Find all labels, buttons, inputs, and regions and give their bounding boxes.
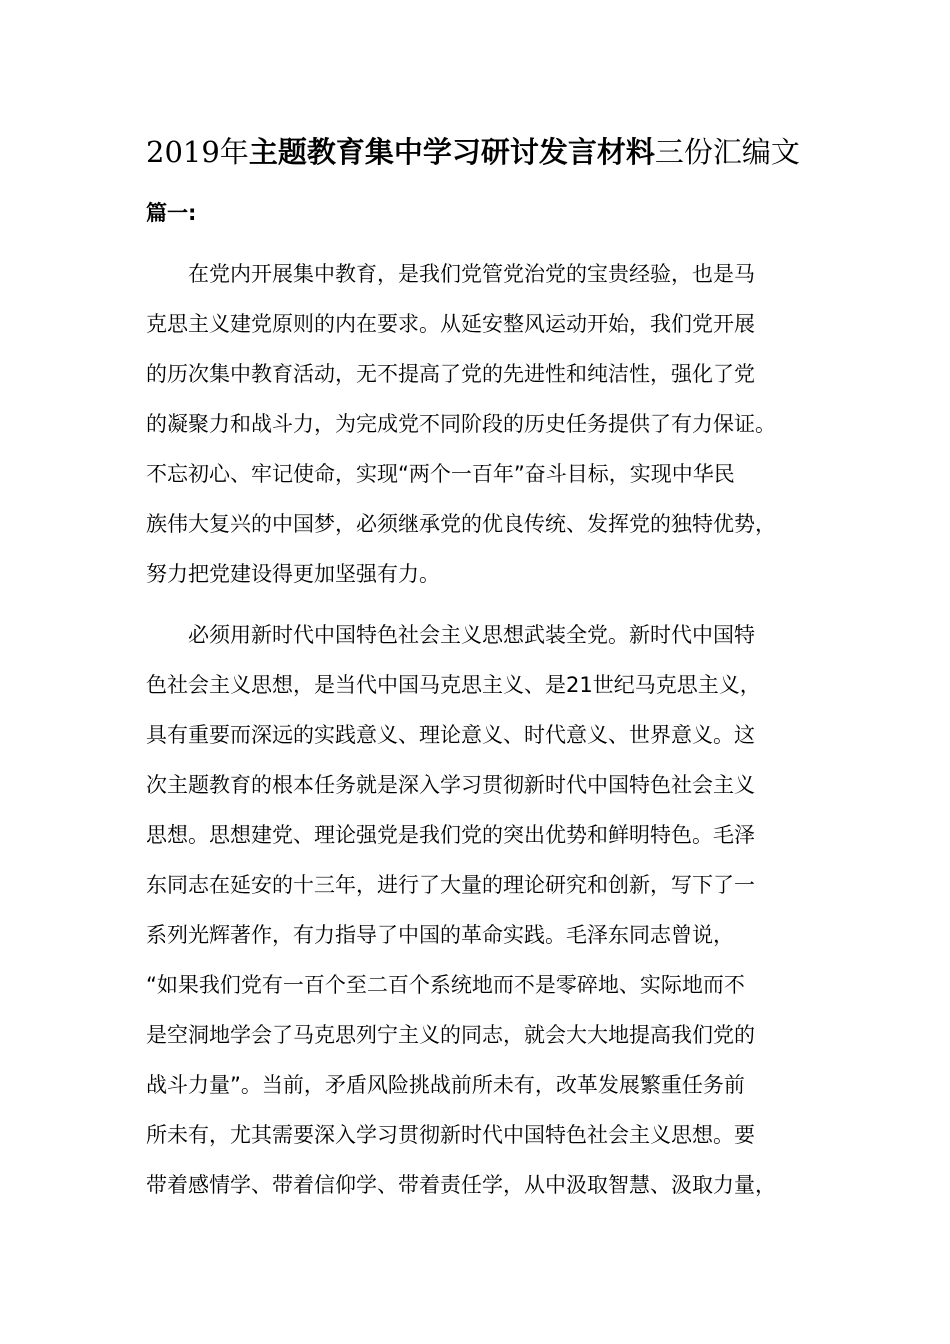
title-year: 2019年 <box>146 135 249 169</box>
text-line: 系列光辉著作，有力指导了中国的革命实践。毛泽东同志曾说， <box>146 923 734 947</box>
document-title <box>146 132 826 172</box>
text-line: 带着感情学、带着信仰学、带着责任学，从中汲取智慧、汲取力量， <box>146 1173 776 1197</box>
text-line: 克思主义建党原则的内在要求。从延安整风运动开始，我们党开展 <box>146 312 755 336</box>
text-line: 思想。思想建党、理论强党是我们党的突出优势和鲜明特色。毛泽 <box>146 823 755 847</box>
text-line: 在党内开展集中教育，是我们党管党治党的宝贵经验，也是马 <box>188 262 755 286</box>
text-line: 具有重要而深远的实践意义、理论意义、时代意义、世界意义。这 <box>146 723 755 747</box>
text-line: 次主题教育的根本任务就是深入学习贯彻新时代中国特色社会主义 <box>146 773 755 797</box>
text-line: 必须用新时代中国特色社会主义思想武装全党。新时代中国特 <box>188 623 755 647</box>
paragraph-1 <box>146 249 806 599</box>
text-line: 战斗力量”。当前，矛盾风险挑战前所未有，改革发展繁重任务前 <box>146 1073 745 1097</box>
title-main: 主题教育集中学习研讨发言材料 <box>248 135 655 169</box>
text-line: “如果我们党有一百个至二百个系统地而不是零碎地、实际地而不 <box>146 973 745 997</box>
paragraph-2 <box>146 610 806 1210</box>
text-line: 不忘初心、牢记使命，实现“两个一百年”奋斗目标，实现中华民 <box>146 462 735 486</box>
section-heading: 篇一: <box>146 201 197 225</box>
text-line: 的凝聚力和战斗力，为完成党不同阶段的历史任务提供了有力保证。 <box>146 412 776 436</box>
text-line: 所未有，尤其需要深入学习贯彻新时代中国特色社会主义思想。要 <box>146 1123 755 1147</box>
text-line: 东同志在延安的十三年，进行了大量的理论研究和创新，写下了一 <box>146 873 755 897</box>
text-line: 努力把党建设得更加坚强有力。 <box>146 562 440 586</box>
text-line: 是空洞地学会了马克思列宁主义的同志，就会大大地提高我们党的 <box>146 1023 755 1047</box>
text-line: 的历次集中教育活动，无不提高了党的先进性和纯洁性，强化了党 <box>146 362 755 386</box>
title-suffix: 三份汇编文 <box>654 135 800 169</box>
text-line: 色社会主义思想，是当代中国马克思主义、是21世纪马克思主义， <box>146 673 761 697</box>
text-line: 族伟大复兴的中国梦，必须继承党的优良传统、发挥党的独特优势， <box>146 512 776 536</box>
